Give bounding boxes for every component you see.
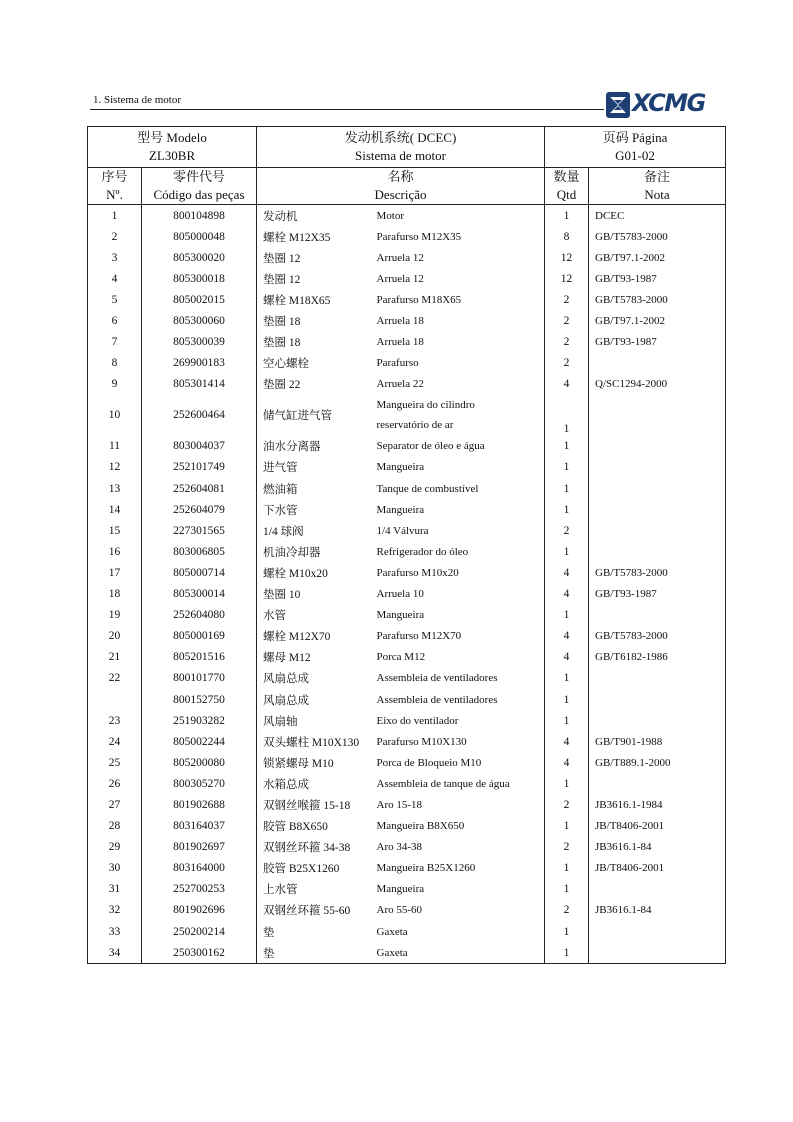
col-header-desc [257, 168, 545, 205]
description-zh: 螺栓 M18X65 [257, 289, 373, 310]
table-row [88, 816, 726, 837]
description-pt: 1/4 Válvura [373, 520, 545, 541]
description-zh: 1/4 球阀 [257, 520, 373, 541]
col-note-pt: Nota [644, 187, 670, 202]
note: Q/SC1294-2000 [589, 374, 726, 395]
quantity: 2 [545, 900, 589, 921]
part-code: 805201516 [142, 647, 257, 668]
part-code: 805301414 [142, 374, 257, 395]
note: GB/T93-1987 [589, 332, 726, 353]
quantity: 2 [545, 289, 589, 310]
description-zh: 进气管 [257, 457, 373, 478]
description-pt: Assembleia de tanque de água [373, 773, 545, 794]
description-zh: 垫 [257, 942, 373, 964]
part-code: 803164037 [142, 816, 257, 837]
quantity: 1 [545, 478, 589, 499]
table-row [88, 499, 726, 520]
quantity: 2 [545, 310, 589, 331]
model-value: ZL30BR [148, 148, 196, 163]
description-zh: 螺栓 M12X70 [257, 626, 373, 647]
description-zh: 双钢丝喉箍 15-18 [257, 794, 373, 815]
parts-rows [88, 205, 726, 964]
col-note-zh: 备注 [644, 169, 671, 184]
row-number: 14 [88, 499, 142, 520]
row-number: 3 [88, 247, 142, 268]
note [589, 942, 726, 964]
quantity: 1 [545, 921, 589, 942]
quantity: 1 [545, 668, 589, 689]
quantity: 12 [545, 247, 589, 268]
quantity: 4 [545, 562, 589, 583]
note: GB/T5783-2000 [589, 626, 726, 647]
quantity: 1 [545, 457, 589, 478]
table-row [88, 268, 726, 289]
description-pt: Arruela 12 [373, 268, 545, 289]
note [589, 689, 726, 710]
col-header-code [142, 168, 257, 205]
note [589, 457, 726, 478]
row-number: 25 [88, 752, 142, 773]
quantity: 4 [545, 584, 589, 605]
column-header-row [88, 168, 726, 205]
row-number: 23 [88, 710, 142, 731]
quantity: 4 [545, 752, 589, 773]
note: JB/T8406-2001 [589, 816, 726, 837]
description-pt: Aro 34-38 [373, 837, 545, 858]
table-row [88, 626, 726, 647]
row-number: 9 [88, 374, 142, 395]
part-code: 805002244 [142, 731, 257, 752]
description-pt: Mangueira B25X1260 [373, 858, 545, 879]
table-row [88, 900, 726, 921]
description-zh: 水管 [257, 605, 373, 626]
part-code: 805300014 [142, 584, 257, 605]
quantity: 2 [545, 520, 589, 541]
quantity: 4 [545, 626, 589, 647]
part-code: 801902696 [142, 900, 257, 921]
note [589, 499, 726, 520]
part-code: 805000169 [142, 626, 257, 647]
table-row [88, 731, 726, 752]
description-pt: Aro 55-60 [373, 900, 545, 921]
description-pt: Arruela 12 [373, 247, 545, 268]
description-pt: Assembleia de ventiladores [373, 689, 545, 710]
description-pt: Separator de óleo e água [373, 436, 545, 457]
part-code: 805300039 [142, 332, 257, 353]
description-pt: Gaxeta [373, 942, 545, 964]
description-zh: 垫圈 12 [257, 268, 373, 289]
part-code: 805002015 [142, 289, 257, 310]
description-zh: 油水分离器 [257, 436, 373, 457]
table-row [88, 310, 726, 331]
note: GB/T889.1-2000 [589, 752, 726, 773]
description-zh: 水箱总成 [257, 773, 373, 794]
description-pt: Mangueira [373, 879, 545, 900]
row-number: 22 [88, 668, 142, 689]
description-zh: 垫圈 18 [257, 332, 373, 353]
col-desc-pt: Descrição [374, 187, 427, 202]
row-number: 6 [88, 310, 142, 331]
description-zh: 螺栓 M10x20 [257, 562, 373, 583]
description-pt: Arruela 18 [373, 310, 545, 331]
description-pt [373, 395, 545, 436]
part-code: 800101770 [142, 668, 257, 689]
table-row [88, 605, 726, 626]
row-number: 2 [88, 226, 142, 247]
note: DCEC [589, 205, 726, 227]
table-row [88, 353, 726, 374]
table-row [88, 226, 726, 247]
row-number: 7 [88, 332, 142, 353]
description-pt: Aro 15-18 [373, 794, 545, 815]
table-row [88, 879, 726, 900]
description-pt: Parafurso M12X70 [373, 626, 545, 647]
table-row [88, 395, 726, 436]
description-zh: 发动机 [257, 205, 373, 227]
description-pt: Assembleia de ventiladores [373, 668, 545, 689]
part-code: 800104898 [142, 205, 257, 227]
part-code: 252101749 [142, 457, 257, 478]
table-row [88, 668, 726, 689]
row-number: 21 [88, 647, 142, 668]
row-number: 5 [88, 289, 142, 310]
row-number: 15 [88, 520, 142, 541]
row-number: 17 [88, 562, 142, 583]
quantity: 1 [545, 395, 589, 436]
description-zh: 燃油箱 [257, 478, 373, 499]
table-row [88, 858, 726, 879]
part-code: 805200080 [142, 752, 257, 773]
row-number: 12 [88, 457, 142, 478]
description-zh: 双钢丝环箍 34-38 [257, 837, 373, 858]
description-pt: Gaxeta [373, 921, 545, 942]
description-pt: Eixo do ventilador [373, 710, 545, 731]
page-value: G01-02 [615, 148, 655, 163]
part-code: 805300020 [142, 247, 257, 268]
col-code-pt: Código das peças [153, 187, 245, 202]
description-pt-line1: Mangueira do cilindro [376, 399, 475, 412]
description-zh: 锁紧螺母 M10 [257, 752, 373, 773]
description-zh: 下水管 [257, 499, 373, 520]
note [589, 773, 726, 794]
col-header-qty [545, 168, 589, 205]
quantity: 1 [545, 858, 589, 879]
row-number: 4 [88, 268, 142, 289]
quantity: 1 [545, 541, 589, 562]
description-zh: 螺母 M12 [257, 647, 373, 668]
row-number: 28 [88, 816, 142, 837]
row-number: 10 [88, 395, 142, 436]
quantity: 4 [545, 731, 589, 752]
row-number: 34 [88, 942, 142, 964]
part-code: 250300162 [142, 942, 257, 964]
description-zh: 空心螺栓 [257, 353, 373, 374]
col-no-zh: 序号 [101, 169, 128, 184]
row-number: 13 [88, 478, 142, 499]
row-number: 26 [88, 773, 142, 794]
part-code: 803004037 [142, 436, 257, 457]
table-row [88, 647, 726, 668]
row-number [88, 689, 142, 710]
description-pt: Parafurso [373, 353, 545, 374]
row-number: 29 [88, 837, 142, 858]
quantity: 1 [545, 605, 589, 626]
quantity: 4 [545, 374, 589, 395]
note: GB/T5783-2000 [589, 289, 726, 310]
table-row [88, 247, 726, 268]
note: JB3616.1-84 [589, 837, 726, 858]
note: JB3616.1-84 [589, 900, 726, 921]
row-number: 19 [88, 605, 142, 626]
table-row [88, 205, 726, 227]
quantity: 1 [545, 436, 589, 457]
description-zh: 风扇轴 [257, 710, 373, 731]
part-code: 252700253 [142, 879, 257, 900]
col-no-pt: Nº. [106, 187, 123, 202]
note: GB/T6182-1986 [589, 647, 726, 668]
description-pt: Mangueira B8X650 [373, 816, 545, 837]
part-code: 800305270 [142, 773, 257, 794]
note [589, 478, 726, 499]
note [589, 879, 726, 900]
row-number: 20 [88, 626, 142, 647]
note: GB/T5783-2000 [589, 562, 726, 583]
table-row [88, 773, 726, 794]
description-zh: 垫 [257, 921, 373, 942]
description-zh: 风扇总成 [257, 689, 373, 710]
part-code: 803006805 [142, 541, 257, 562]
description-zh: 双钢丝环箍 55-60 [257, 900, 373, 921]
row-number: 11 [88, 436, 142, 457]
col-qty-pt: Qtd [556, 187, 577, 202]
note: GB/T97.1-2002 [589, 247, 726, 268]
description-pt: Parafurso M18X65 [373, 289, 545, 310]
note [589, 541, 726, 562]
row-number: 18 [88, 584, 142, 605]
col-header-note [589, 168, 726, 205]
note [589, 605, 726, 626]
description-pt: Arruela 18 [373, 332, 545, 353]
row-number: 30 [88, 858, 142, 879]
description-pt: Parafurso M10X130 [373, 731, 545, 752]
description-zh: 胶管 B25X1260 [257, 858, 373, 879]
quantity: 12 [545, 268, 589, 289]
quantity: 8 [545, 226, 589, 247]
quantity: 1 [545, 710, 589, 731]
note: GB/T901-1988 [589, 731, 726, 752]
part-code: 269900183 [142, 353, 257, 374]
table-row [88, 332, 726, 353]
system-label: 发动机系统( DCEC) [344, 130, 457, 145]
col-qty-zh: 数量 [553, 169, 580, 184]
description-pt: Parafurso M10x20 [373, 562, 545, 583]
quantity: 2 [545, 794, 589, 815]
parts-table [87, 126, 726, 964]
description-pt-line2: reservatório de ar [376, 419, 454, 432]
description-zh: 上水管 [257, 879, 373, 900]
note: JB3616.1-1984 [589, 794, 726, 815]
description-zh: 胶管 B8X650 [257, 816, 373, 837]
table-row [88, 584, 726, 605]
description-zh: 双头螺柱 M10X130 [257, 731, 373, 752]
description-pt: Motor [373, 205, 545, 227]
part-code: 803164000 [142, 858, 257, 879]
quantity: 1 [545, 816, 589, 837]
description-zh: 风扇总成 [257, 668, 373, 689]
part-code: 252600464 [142, 395, 257, 436]
note [589, 520, 726, 541]
note: JB/T8406-2001 [589, 858, 726, 879]
part-code: 800152750 [142, 689, 257, 710]
system-value: Sistema de motor [355, 148, 447, 163]
description-pt: Arruela 10 [373, 584, 545, 605]
col-header-no [88, 168, 142, 205]
part-code: 805000714 [142, 562, 257, 583]
note [589, 921, 726, 942]
part-code: 805000048 [142, 226, 257, 247]
note [589, 668, 726, 689]
table-row [88, 457, 726, 478]
page-label: 页码 Página [602, 130, 668, 145]
description-pt: Mangueira [373, 605, 545, 626]
row-number: 27 [88, 794, 142, 815]
header-rule [90, 109, 604, 110]
note [589, 436, 726, 457]
part-code: 252604079 [142, 499, 257, 520]
quantity: 1 [545, 879, 589, 900]
description-pt: Parafurso M12X35 [373, 226, 545, 247]
note: GB/T93-1987 [589, 268, 726, 289]
model-cell [88, 127, 257, 168]
table-row [88, 689, 726, 710]
description-pt: Porca M12 [373, 647, 545, 668]
quantity: 2 [545, 332, 589, 353]
table-row [88, 837, 726, 858]
page-cell [545, 127, 726, 168]
row-number: 8 [88, 353, 142, 374]
model-label: 型号 Modelo [137, 130, 207, 145]
note: GB/T5783-2000 [589, 226, 726, 247]
note [589, 395, 726, 436]
description-zh: 垫圈 12 [257, 247, 373, 268]
part-code: 252604080 [142, 605, 257, 626]
system-cell [257, 127, 545, 168]
part-code: 251903282 [142, 710, 257, 731]
header-row-model [88, 127, 726, 168]
description-pt: Refrigerador do óleo [373, 541, 545, 562]
description-zh: 螺栓 M12X35 [257, 226, 373, 247]
section-title: 1. Sistema de motor [93, 94, 181, 106]
row-number: 1 [88, 205, 142, 227]
part-code: 801902688 [142, 794, 257, 815]
part-code: 250200214 [142, 921, 257, 942]
quantity: 1 [545, 499, 589, 520]
col-desc-zh: 名称 [387, 169, 414, 184]
part-code: 801902697 [142, 837, 257, 858]
table-row [88, 752, 726, 773]
note: GB/T97.1-2002 [589, 310, 726, 331]
row-number: 32 [88, 900, 142, 921]
logo-wordmark: XCMG [632, 89, 705, 117]
quantity: 4 [545, 647, 589, 668]
quantity: 1 [545, 689, 589, 710]
table-row [88, 942, 726, 964]
part-code: 805300018 [142, 268, 257, 289]
description-pt: Tanque de combustível [373, 478, 545, 499]
table-row [88, 520, 726, 541]
description-zh: 机油冷却器 [257, 541, 373, 562]
description-zh: 垫圈 22 [257, 374, 373, 395]
row-number: 16 [88, 541, 142, 562]
table-row [88, 541, 726, 562]
table-row [88, 921, 726, 942]
quantity: 2 [545, 837, 589, 858]
description-zh: 储气缸进气管 [257, 395, 373, 436]
description-pt: Mangueira [373, 499, 545, 520]
table-row [88, 710, 726, 731]
table-row [88, 478, 726, 499]
quantity: 2 [545, 353, 589, 374]
quantity: 1 [545, 942, 589, 964]
table-row [88, 562, 726, 583]
table-row [88, 289, 726, 310]
description-zh: 垫圈 18 [257, 310, 373, 331]
row-number: 33 [88, 921, 142, 942]
description-pt: Mangueira [373, 457, 545, 478]
table-row [88, 374, 726, 395]
part-code: 227301565 [142, 520, 257, 541]
row-number: 24 [88, 731, 142, 752]
part-code: 805300060 [142, 310, 257, 331]
table-row [88, 794, 726, 815]
table-row [88, 436, 726, 457]
row-number: 31 [88, 879, 142, 900]
quantity: 1 [545, 773, 589, 794]
note [589, 710, 726, 731]
part-code: 252604081 [142, 478, 257, 499]
note [589, 353, 726, 374]
description-pt: Arruela 22 [373, 374, 545, 395]
note: GB/T93-1987 [589, 584, 726, 605]
quantity: 1 [545, 205, 589, 227]
description-pt: Porca de Bloqueio M10 [373, 752, 545, 773]
col-code-zh: 零件代号 [173, 169, 226, 184]
description-zh: 垫圈 10 [257, 584, 373, 605]
